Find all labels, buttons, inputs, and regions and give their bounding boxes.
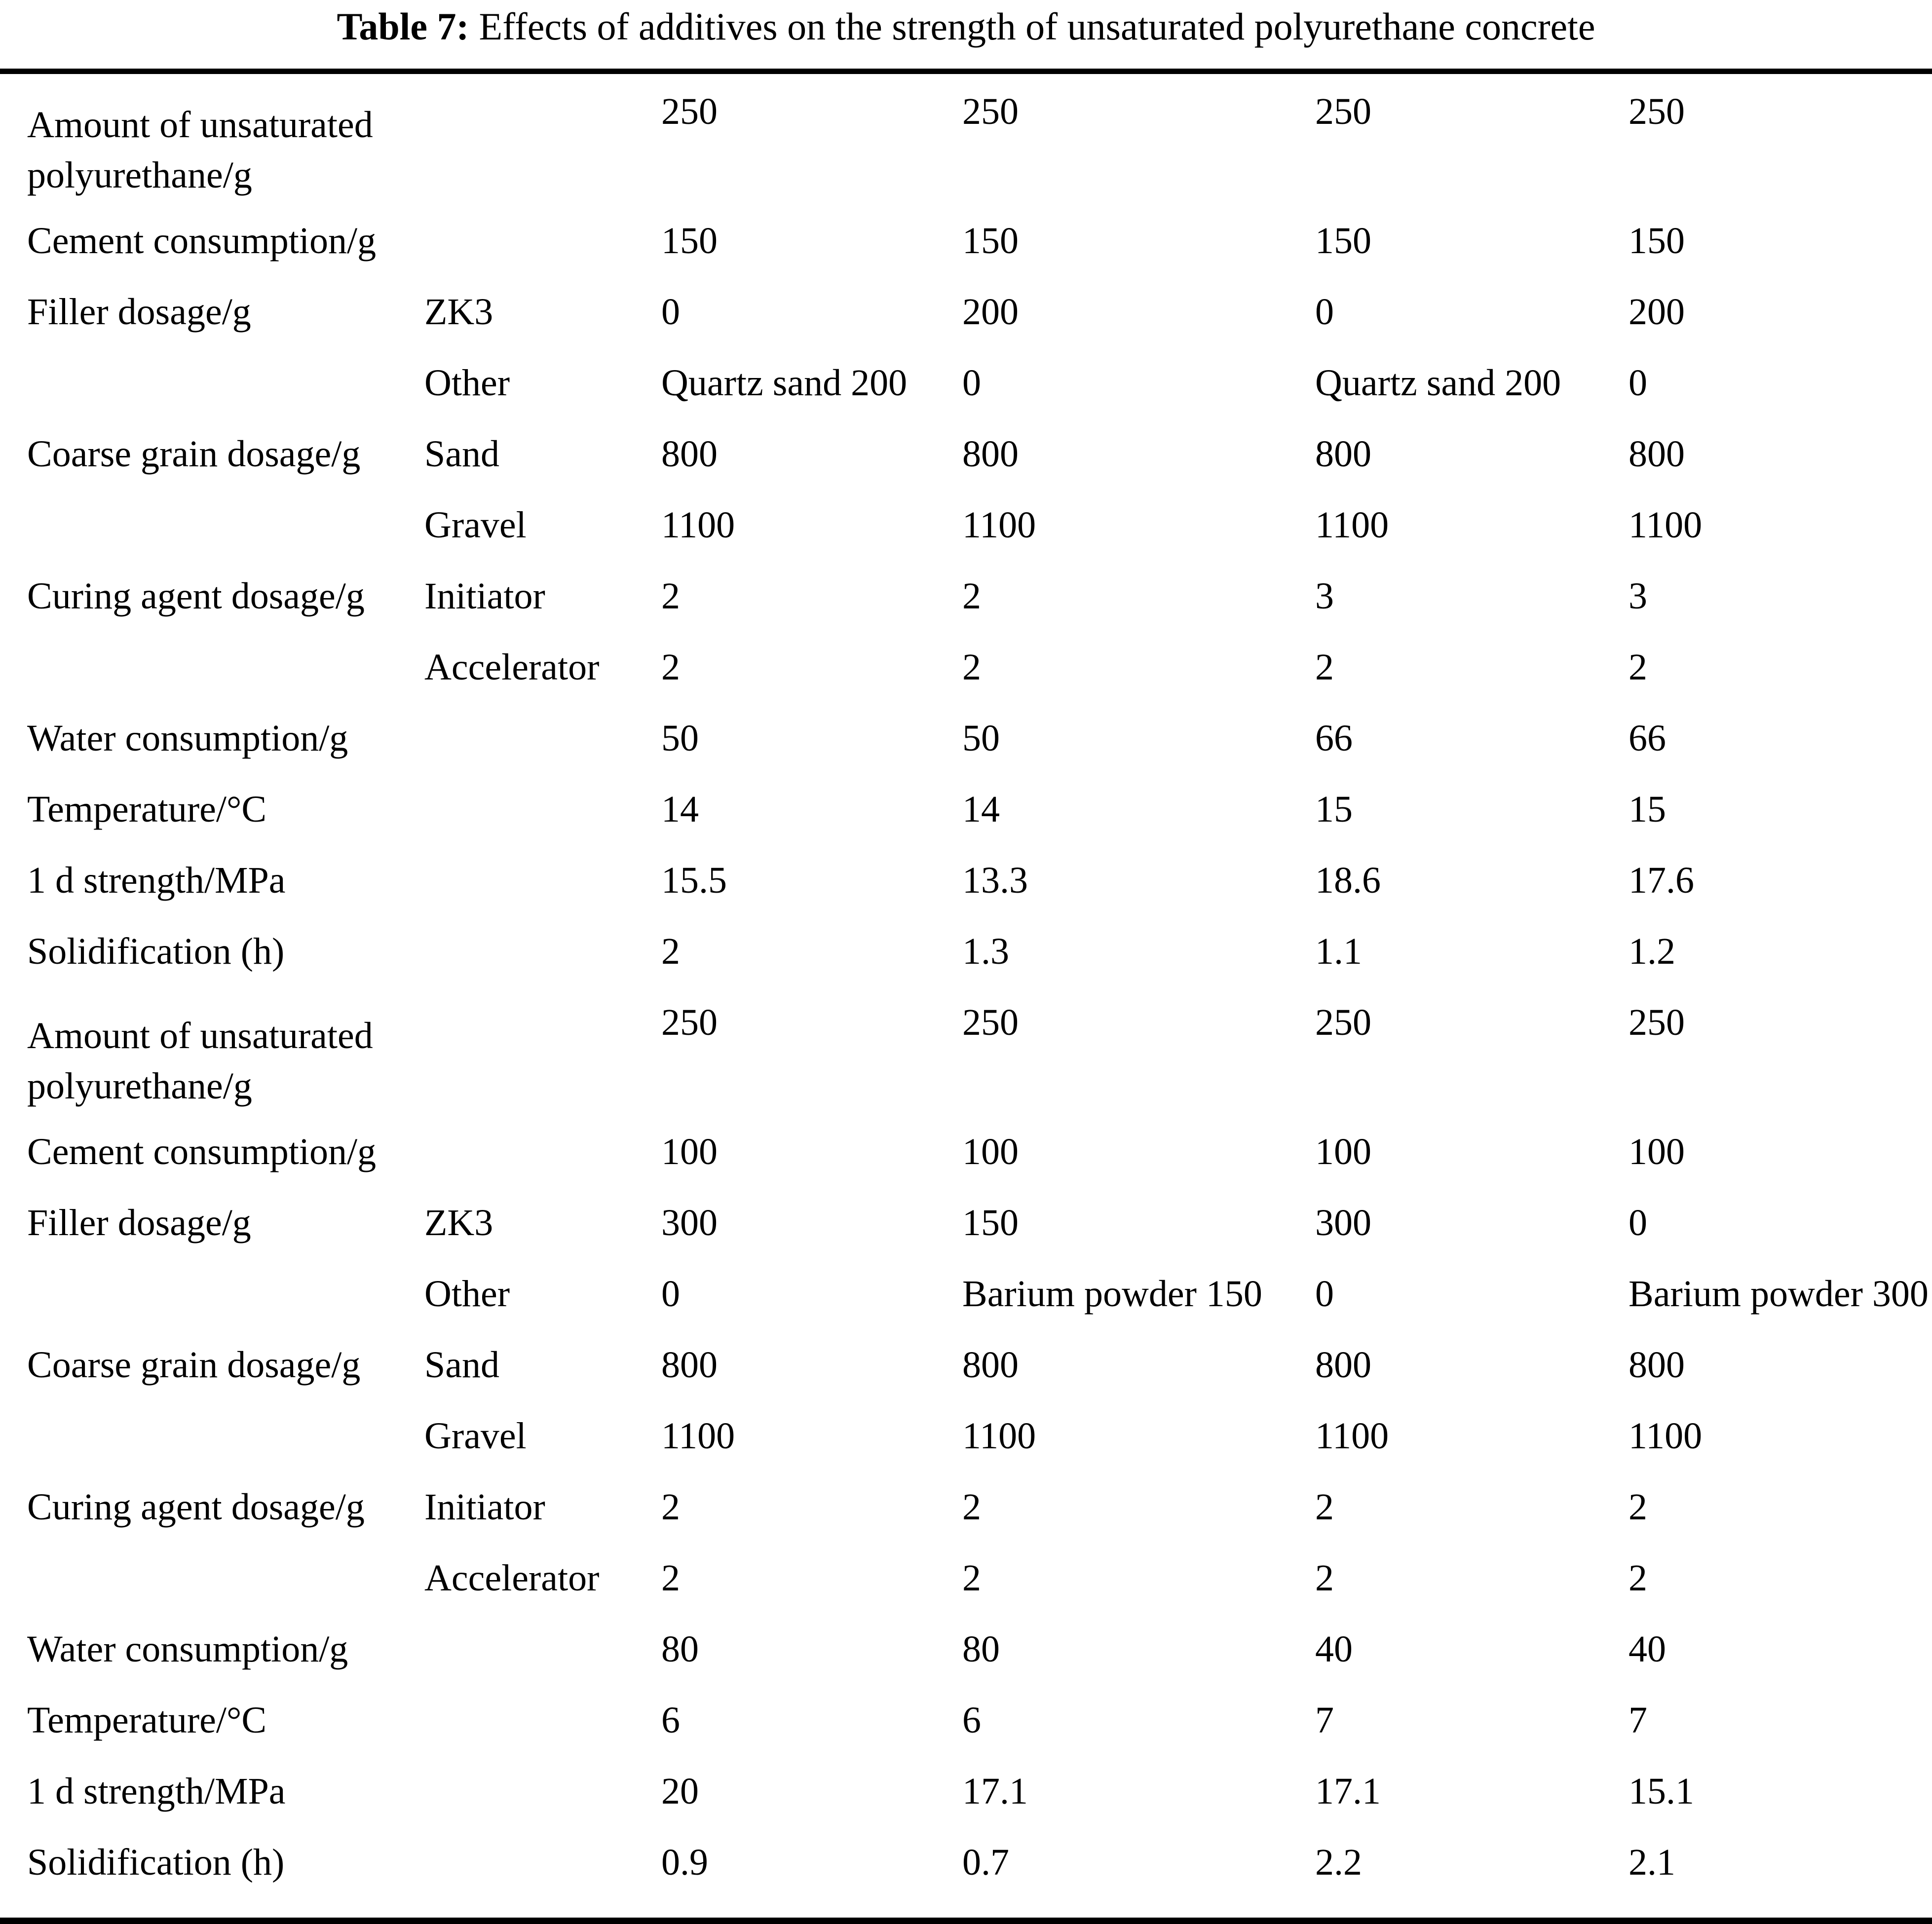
cell-value: 1100 xyxy=(962,504,1036,546)
table-row xyxy=(27,1769,1932,1840)
row-label xyxy=(27,1271,424,1342)
cell-value: 1100 xyxy=(661,504,735,546)
cell-value: 2 xyxy=(1315,1557,1334,1599)
row-sublabel xyxy=(424,929,661,1000)
row-label xyxy=(27,1413,424,1484)
table-row xyxy=(27,716,1932,787)
row-sublabel: Sand xyxy=(424,433,499,475)
table-row xyxy=(27,929,1932,1000)
cell-value: 2 xyxy=(962,1557,981,1599)
cell-value: 100 xyxy=(1629,1131,1685,1172)
row-label: Curing agent dosage/g xyxy=(27,575,365,617)
row-sublabel: Accelerator xyxy=(424,1557,600,1599)
row-label: Solidification (h) xyxy=(27,931,285,972)
cell-value: 2 xyxy=(1629,1557,1647,1599)
cell-value: 2 xyxy=(1629,1486,1647,1528)
row-sublabel xyxy=(424,858,661,929)
cell-value: 0.7 xyxy=(962,1842,1009,1883)
row-sublabel xyxy=(424,1129,661,1200)
row-label: Filler dosage/g xyxy=(27,1202,251,1244)
cell-value: 800 xyxy=(962,1344,1019,1386)
cell-value: 150 xyxy=(1315,220,1371,262)
row-sublabel: Initiator xyxy=(424,1486,545,1528)
cell-value: 2.1 xyxy=(1629,1842,1675,1883)
cell-value: 2 xyxy=(962,575,981,617)
cell-value: 17.1 xyxy=(962,1771,1028,1812)
cell-value: 250 xyxy=(1629,91,1685,132)
cell-value: 15 xyxy=(1315,789,1353,830)
cell-value: 1100 xyxy=(1315,504,1389,546)
row-label: Filler dosage/g xyxy=(27,291,251,333)
cell-value: 150 xyxy=(962,220,1019,262)
cell-value: 80 xyxy=(962,1628,1000,1670)
cell-value: 7 xyxy=(1629,1699,1647,1741)
cell-value: 6 xyxy=(661,1699,680,1741)
cell-value: 2 xyxy=(661,646,680,688)
row-label: Coarse grain dosage/g xyxy=(27,433,361,475)
cell-value: 800 xyxy=(962,433,1019,475)
row-label: Temperature/°C xyxy=(27,1699,267,1741)
cell-value: 250 xyxy=(962,91,1019,132)
table-row xyxy=(27,644,1932,716)
cell-value: 0 xyxy=(1315,291,1334,333)
cell-value: 800 xyxy=(1315,433,1371,475)
row-label: Cement consumption/g xyxy=(27,1131,377,1172)
cell-value: 2.2 xyxy=(1315,1842,1362,1883)
row-sublabel: Sand xyxy=(424,1344,499,1386)
row-label: Curing agent dosage/g xyxy=(27,1486,365,1528)
cell-value: 300 xyxy=(1315,1202,1371,1244)
cell-value: 2 xyxy=(661,575,680,617)
cell-value: Barium powder 300 xyxy=(1629,1273,1929,1315)
row-label: 1 d strength/MPa xyxy=(27,1771,286,1812)
cell-value: 15 xyxy=(1629,789,1666,830)
row-label: Water consumption/g xyxy=(27,1628,348,1670)
cell-value: 0 xyxy=(661,1273,680,1315)
table-row xyxy=(27,1555,1932,1626)
cell-value: 13.3 xyxy=(962,860,1028,901)
row-sublabel xyxy=(424,1626,661,1698)
row-label: Cement consumption/g xyxy=(27,220,377,262)
row-sublabel xyxy=(424,89,661,218)
cell-value: 0 xyxy=(1629,362,1647,404)
row-sublabel xyxy=(424,1769,661,1840)
row-label xyxy=(27,360,424,431)
cell-value: 15.1 xyxy=(1629,1771,1694,1812)
row-sublabel xyxy=(424,1000,661,1129)
cell-value: 1100 xyxy=(1629,1415,1703,1457)
cell-value: 18.6 xyxy=(1315,860,1381,901)
table-row xyxy=(27,858,1932,929)
row-sublabel xyxy=(424,787,661,858)
table-row xyxy=(27,1000,1932,1129)
row-sublabel xyxy=(424,716,661,787)
row-label xyxy=(27,644,424,716)
cell-value: 100 xyxy=(962,1131,1019,1172)
cell-value: 250 xyxy=(1629,1002,1685,1043)
cell-value: 1.2 xyxy=(1629,931,1675,972)
table-row xyxy=(27,1200,1932,1271)
table-row xyxy=(27,1698,1932,1769)
cell-value: 150 xyxy=(661,220,718,262)
cell-value: 50 xyxy=(962,717,1000,759)
table-row xyxy=(27,502,1932,573)
cell-value: 0.9 xyxy=(661,1842,708,1883)
cell-value: 15.5 xyxy=(661,860,727,901)
cell-value: 200 xyxy=(962,291,1019,333)
row-label: 1 d strength/MPa xyxy=(27,860,286,901)
row-label: Temperature/°C xyxy=(27,789,267,830)
cell-value: 0 xyxy=(962,362,981,404)
cell-value: 14 xyxy=(661,789,699,830)
table-caption-text: Effects of additives on the strength of unsaturated polyurethane concrete xyxy=(479,5,1595,48)
table-row xyxy=(27,1484,1932,1555)
row-label: Coarse grain dosage/g xyxy=(27,1344,361,1386)
table-row xyxy=(27,1342,1932,1413)
cell-value: 300 xyxy=(661,1202,718,1244)
table-row xyxy=(27,218,1932,289)
cell-value: 2 xyxy=(962,1486,981,1528)
cell-value: 3 xyxy=(1629,575,1647,617)
cell-value: 40 xyxy=(1629,1628,1666,1670)
row-sublabel: Other xyxy=(424,362,510,404)
top-rule xyxy=(0,69,1932,74)
cell-value: Barium powder 150 xyxy=(962,1273,1262,1315)
cell-value: 250 xyxy=(661,1002,718,1043)
row-label: Amount of unsaturated polyurethane/g xyxy=(27,1015,373,1107)
cell-value: 800 xyxy=(661,1344,718,1386)
cell-value: 0 xyxy=(1315,1273,1334,1315)
row-label xyxy=(27,502,424,573)
table-row xyxy=(27,787,1932,858)
cell-value: 7 xyxy=(1315,1699,1334,1741)
table-row xyxy=(27,89,1932,218)
cell-value: 250 xyxy=(1315,1002,1371,1043)
row-sublabel: ZK3 xyxy=(424,1202,493,1244)
row-sublabel: Initiator xyxy=(424,575,545,617)
row-sublabel xyxy=(424,218,661,289)
cell-value: 80 xyxy=(661,1628,699,1670)
row-sublabel xyxy=(424,1840,661,1911)
table-row xyxy=(27,573,1932,644)
cell-value: 800 xyxy=(1315,1344,1371,1386)
cell-value: 250 xyxy=(1315,91,1371,132)
cell-value: 2 xyxy=(661,1557,680,1599)
table-row xyxy=(27,1840,1932,1911)
cell-value: Quartz sand 200 xyxy=(661,362,908,404)
row-label: Amount of unsaturated polyurethane/g xyxy=(27,104,373,196)
cell-value: 40 xyxy=(1315,1628,1353,1670)
row-sublabel xyxy=(424,1698,661,1769)
table-caption-label: Table 7: xyxy=(337,5,469,48)
cell-value: 3 xyxy=(1315,575,1334,617)
row-label xyxy=(27,1555,424,1626)
cell-value: 2 xyxy=(1629,646,1647,688)
cell-value: 1.1 xyxy=(1315,931,1362,972)
cell-value: 66 xyxy=(1629,717,1666,759)
cell-value: 2 xyxy=(962,646,981,688)
cell-value: 100 xyxy=(661,1131,718,1172)
data-table xyxy=(27,89,1932,1911)
cell-value: 1.3 xyxy=(962,931,1009,972)
cell-value: 2 xyxy=(1315,646,1334,688)
cell-value: 50 xyxy=(661,717,699,759)
row-label: Solidification (h) xyxy=(27,1842,285,1883)
table-row xyxy=(27,289,1932,360)
cell-value: 150 xyxy=(1629,220,1685,262)
table-caption xyxy=(0,0,1932,49)
cell-value: 17.6 xyxy=(1629,860,1694,901)
cell-value: 20 xyxy=(661,1771,699,1812)
row-sublabel: Other xyxy=(424,1273,510,1315)
row-sublabel: Gravel xyxy=(424,1415,527,1457)
bottom-rule xyxy=(0,1918,1932,1924)
cell-value: 2 xyxy=(661,1486,680,1528)
table-row xyxy=(27,1129,1932,1200)
table-row xyxy=(27,1626,1932,1698)
cell-value: 2 xyxy=(1315,1486,1334,1528)
cell-value: 6 xyxy=(962,1699,981,1741)
cell-value: 14 xyxy=(962,789,1000,830)
row-label: Water consumption/g xyxy=(27,717,348,759)
cell-value: 1100 xyxy=(1629,504,1703,546)
cell-value: 800 xyxy=(661,433,718,475)
table-row xyxy=(27,360,1932,431)
cell-value: 0 xyxy=(1629,1202,1647,1244)
table-row xyxy=(27,1413,1932,1484)
cell-value: 150 xyxy=(962,1202,1019,1244)
cell-value: 800 xyxy=(1629,433,1685,475)
row-sublabel: ZK3 xyxy=(424,291,493,333)
cell-value: 2 xyxy=(661,931,680,972)
cell-value: 250 xyxy=(962,1002,1019,1043)
cell-value: 800 xyxy=(1629,1344,1685,1386)
cell-value: Quartz sand 200 xyxy=(1315,362,1561,404)
cell-value: 1100 xyxy=(962,1415,1036,1457)
cell-value: 0 xyxy=(661,291,680,333)
row-sublabel: Accelerator xyxy=(424,646,600,688)
cell-value: 1100 xyxy=(1315,1415,1389,1457)
cell-value: 1100 xyxy=(661,1415,735,1457)
cell-value: 250 xyxy=(661,91,718,132)
table-row xyxy=(27,431,1932,502)
cell-value: 100 xyxy=(1315,1131,1371,1172)
row-sublabel: Gravel xyxy=(424,504,527,546)
cell-value: 17.1 xyxy=(1315,1771,1381,1812)
table-row xyxy=(27,1271,1932,1342)
cell-value: 66 xyxy=(1315,717,1353,759)
cell-value: 200 xyxy=(1629,291,1685,333)
